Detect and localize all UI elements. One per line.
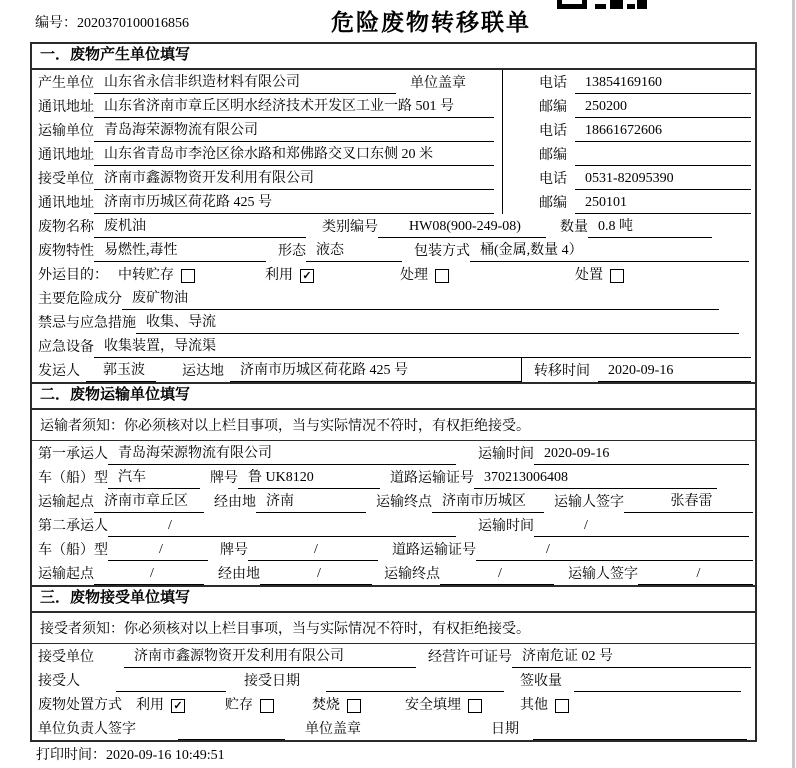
print-time-value: 2020-09-16 10:49:51 — [106, 748, 225, 763]
receiver-unit-label: 接受单位 — [38, 172, 94, 187]
zip-column — [502, 94, 755, 118]
plate-number-label: 牌号 — [210, 471, 238, 486]
permit-number-value: 济南危证 02 号 — [512, 645, 751, 668]
accept-unit-row — [32, 644, 755, 668]
hazard-component-value: 废矿物油 — [122, 287, 719, 310]
zip-value: 250200 — [575, 99, 751, 118]
phone-column — [502, 166, 755, 190]
address-label: 通讯地址 — [38, 148, 94, 163]
second-carrier-value: / — [108, 518, 456, 537]
form-value: 液态 — [306, 239, 402, 262]
qr-block — [610, 0, 623, 9]
disposal-incineration-option — [312, 694, 361, 716]
transport-time-value: / — [534, 518, 749, 537]
carrier-signature-label: 运输人签字 — [568, 567, 638, 582]
carrier-signature-value: 张春雷 — [624, 490, 753, 513]
via-label: 经由地 — [214, 495, 256, 510]
emergency-equipment-row — [32, 334, 755, 358]
category-code-value: HW08(900-249-08) — [378, 219, 546, 238]
transport-unit-label: 运输单位 — [38, 124, 94, 139]
checkbox-icon — [610, 269, 624, 283]
permit-number-label: 经营许可证号 — [428, 650, 512, 665]
disposal-landfill-option — [405, 694, 482, 716]
qr-block — [627, 4, 635, 9]
print-time-line — [36, 744, 225, 764]
transporter-notice: 运输者须知：你必须核对以上栏目事项，当与实际情况不符时，有权拒绝接受。 — [32, 410, 755, 441]
accept-unit-value: 济南市鑫源物资开发利用有限公司 — [124, 645, 416, 668]
sender-value: 郭玉波 — [86, 359, 156, 382]
phone-column — [502, 118, 755, 142]
zip-label: 邮编 — [539, 100, 567, 115]
print-time-label: 打印时间： — [36, 748, 106, 763]
vehicle-type-label: 车（船）型 — [38, 471, 108, 486]
quantity-value: 0.8 吨 — [588, 215, 712, 238]
sender-row — [32, 358, 755, 382]
phone-label: 电话 — [539, 124, 567, 139]
qr-block — [637, 0, 647, 9]
option-label: 利用 — [265, 268, 293, 283]
purpose-reuse-option — [265, 264, 314, 286]
endpoint-value: / — [440, 566, 554, 585]
carrier-signature-value: / — [638, 566, 753, 585]
vehicle-type-label: 车（船）型 — [38, 543, 108, 558]
zip-label: 邮编 — [539, 148, 567, 163]
transport-time-label: 运输时间 — [478, 447, 534, 462]
transfer-form — [30, 42, 757, 742]
waste-character-row — [32, 238, 755, 262]
window-edge-line — [792, 0, 795, 768]
transfer-time-column — [521, 358, 755, 382]
origin-label: 运输起点 — [38, 567, 94, 582]
section1-header: 一．废物产生单位填写 — [32, 44, 755, 70]
checkbox-icon — [181, 269, 195, 283]
address-value: 济南市历城区荷花路 425 号 — [94, 191, 494, 214]
vehicle-type-value: / — [108, 542, 208, 561]
endpoint-label: 运输终点 — [376, 495, 432, 510]
section3-header: 三．废物接受单位填写 — [32, 585, 755, 613]
hazard-component-row — [32, 286, 755, 310]
checkbox-icon — [468, 699, 482, 713]
transfer-purpose-row — [32, 262, 755, 286]
packing-label: 包装方式 — [414, 244, 470, 259]
serial-number: 2020370100016856 — [77, 16, 189, 31]
hazard-component-label: 主要危险成分 — [38, 292, 122, 307]
road-license-value: / — [476, 542, 753, 561]
emergency-measures-value: 收集、导流 — [136, 311, 739, 334]
phone-value: 13854169160 — [575, 75, 751, 94]
checkbox-checked-icon: ✓ — [300, 269, 314, 283]
road-license-label: 道路运输证号 — [392, 543, 476, 558]
purpose-treatment-option — [400, 264, 449, 286]
option-label: 安全填埋 — [405, 698, 461, 713]
qr-block — [557, 0, 587, 9]
zip-label: 邮编 — [539, 196, 567, 211]
second-carrier-row — [32, 513, 755, 537]
date-label: 日期 — [491, 722, 519, 737]
origin-value: 济南市章丘区 — [94, 490, 204, 513]
transport-time-value: 2020-09-16 — [534, 446, 749, 465]
transfer-time-value: 2020-09-16 — [598, 363, 751, 382]
producer-unit-value: 山东省永信非织造材料有限公司 — [94, 71, 396, 94]
qr-block — [595, 4, 606, 9]
receiver-unit-value: 济南市鑫源物资开发利用有限公司 — [94, 167, 494, 190]
via-label: 经由地 — [218, 567, 260, 582]
zip-column — [502, 142, 755, 166]
qr-code-partial-icon — [557, 0, 647, 9]
accept-person-label: 接受人 — [38, 674, 80, 689]
emergency-equipment-label: 应急设备 — [38, 340, 94, 355]
option-label: 中转贮存 — [118, 268, 174, 283]
transport-time-label: 运输时间 — [478, 519, 534, 534]
phone-column — [502, 70, 755, 94]
producer-unit-label: 产生单位 — [38, 76, 94, 91]
via-value: / — [260, 566, 372, 585]
transporter-address-row — [32, 142, 755, 166]
option-label: 其他 — [520, 698, 548, 713]
accept-unit-label: 接受单位 — [38, 650, 94, 665]
road-license-label: 道路运输证号 — [390, 471, 474, 486]
quantity-label: 数量 — [560, 220, 588, 235]
route-row-2 — [32, 561, 755, 585]
checkbox-checked-icon: ✓ — [171, 699, 185, 713]
emergency-measures-row — [32, 310, 755, 334]
road-license-value: 370213006408 — [474, 470, 717, 489]
accept-date-label: 接受日期 — [244, 674, 300, 689]
disposal-storage-option — [225, 694, 274, 716]
first-carrier-row — [32, 441, 755, 465]
endpoint-value: 济南市历城区 — [432, 490, 544, 513]
zip-value: 250101 — [575, 195, 751, 214]
option-label: 利用 — [136, 698, 164, 713]
purpose-transfer-storage-option — [118, 264, 195, 286]
address-value: 山东省青岛市李沧区徐水路和郑佛路交叉口东侧 20 米 — [94, 143, 494, 166]
checkbox-icon — [347, 699, 361, 713]
phone-label: 电话 — [539, 172, 567, 187]
phone-value: 18661672606 — [575, 123, 751, 142]
disposal-method-row — [32, 692, 755, 716]
transfer-purpose-label: 外运目的： — [38, 268, 108, 283]
transport-unit-row — [32, 118, 755, 142]
waste-name-label: 废物名称 — [38, 220, 94, 235]
waste-character-label: 废物特性 — [38, 244, 94, 259]
vehicle-row-2 — [32, 537, 755, 561]
producer-address-row — [32, 94, 755, 118]
receiver-notice: 接受者须知：你必须核对以上栏目事项，当与实际情况不符时，有权拒绝接受。 — [32, 613, 755, 644]
origin-value: / — [94, 566, 204, 585]
plate-number-value: / — [248, 542, 378, 561]
disposal-method-label: 废物处置方式 — [38, 698, 122, 713]
section2-header: 二．废物运输单位填写 — [32, 382, 755, 410]
producer-unit-row — [32, 70, 755, 94]
transfer-time-label: 转移时间 — [534, 364, 590, 379]
receiver-address-row — [32, 190, 755, 214]
option-label: 焚烧 — [312, 698, 340, 713]
receiver-unit-row — [32, 166, 755, 190]
option-label: 贮存 — [225, 698, 253, 713]
serial-number-line — [35, 12, 189, 32]
second-carrier-label: 第二承运人 — [38, 519, 108, 534]
checkbox-icon — [260, 699, 274, 713]
phone-label: 电话 — [539, 76, 567, 91]
waste-character-value: 易燃性,毒性 — [94, 239, 266, 262]
zip-value — [575, 148, 751, 166]
date-value — [533, 722, 747, 740]
address-label: 通讯地址 — [38, 196, 94, 211]
route-row — [32, 489, 755, 513]
address-label: 通讯地址 — [38, 100, 94, 115]
vehicle-row — [32, 465, 755, 489]
unit-seal-label: 单位盖章 — [410, 76, 466, 91]
accept-person-row — [32, 668, 755, 692]
disposal-reuse-option — [136, 694, 185, 716]
zip-column — [502, 190, 755, 214]
option-label: 处置 — [575, 268, 603, 283]
purpose-disposal-option — [575, 264, 624, 286]
vehicle-type-value: 汽车 — [108, 466, 200, 489]
serial-label: 编号： — [35, 16, 77, 31]
origin-label: 运输起点 — [38, 495, 94, 510]
via-value: 济南 — [256, 490, 366, 513]
responsible-signature-row — [32, 716, 755, 740]
unit-seal-label: 单位盖章 — [305, 722, 361, 737]
carrier-signature-label: 运输人签字 — [554, 495, 624, 510]
accept-date-value — [326, 674, 504, 692]
address-value: 山东省济南市章丘区明水经济技术开发区工业一路 501 号 — [94, 95, 494, 118]
responsible-signature-label: 单位负责人签字 — [38, 722, 136, 737]
emergency-measures-label: 禁忌与应急措施 — [38, 316, 136, 331]
first-carrier-label: 第一承运人 — [38, 447, 108, 462]
sender-label: 发运人 — [38, 364, 80, 379]
accept-person-value — [116, 674, 226, 692]
option-label: 处理 — [400, 268, 428, 283]
packing-value: 桶(金属,数量 4） — [470, 239, 749, 262]
checkbox-icon — [435, 269, 449, 283]
responsible-signature-value — [178, 722, 285, 740]
first-carrier-value: 青岛海荣源物流有限公司 — [108, 442, 456, 465]
signed-amount-label: 签收量 — [520, 674, 562, 689]
checkbox-icon — [555, 699, 569, 713]
waste-name-value: 废机油 — [94, 215, 306, 238]
form-label: 形态 — [278, 244, 306, 259]
destination-label: 运达地 — [182, 364, 224, 379]
plate-number-value: 鲁 UK8120 — [238, 466, 380, 489]
waste-name-row — [32, 214, 755, 238]
signed-amount-value — [574, 674, 741, 692]
emergency-equipment-value: 收集装置，导流渠 — [94, 335, 751, 358]
endpoint-label: 运输终点 — [384, 567, 440, 582]
destination-value: 济南市历城区荷花路 425 号 — [230, 359, 521, 382]
page-title: 危险废物转移联单 — [331, 10, 531, 35]
category-code-label: 类别编号 — [322, 220, 378, 235]
transport-unit-value: 青岛海荣源物流有限公司 — [94, 119, 494, 142]
plate-number-label: 牌号 — [220, 543, 248, 558]
disposal-other-option — [520, 694, 569, 716]
phone-value: 0531-82095390 — [575, 171, 751, 190]
